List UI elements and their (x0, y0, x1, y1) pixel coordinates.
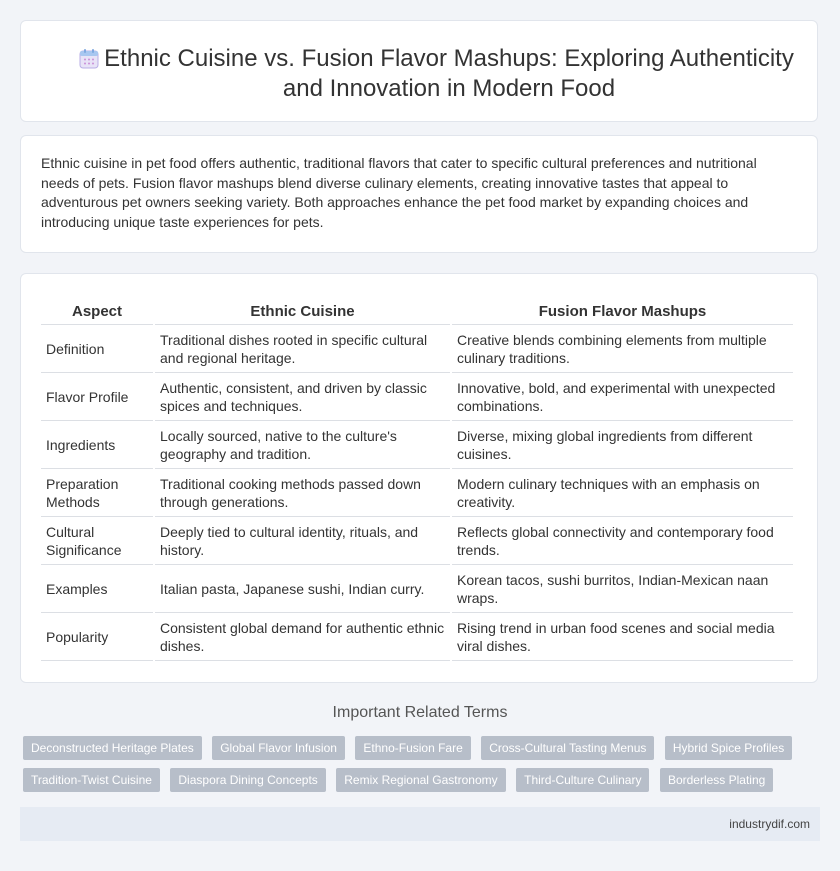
page-title: Ethnic Cuisine vs. Fusion Flavor Mashups: Exploring Authenticity and Innovation in Modern Food (104, 45, 794, 102)
related-term-tag[interactable]: Tradition-Twist Cuisine (23, 768, 160, 792)
fusion-cell: Rising trend in urban food scenes and social media viral dishes. (452, 613, 793, 661)
comparison-table (39, 294, 795, 661)
intro-paragraph: Ethnic cuisine in pet food offers authentic, traditional flavors that cater to specific cultural preferences and nutritional needs of pets. Fusion flavor mashups blend diverse culinary elements, creating innovative tastes that appeal to adventurous pet owners seeking variety. Both approaches enhance the pet food market by expanding choices and introducing unique taste experiences for pets. (41, 155, 757, 230)
table-row (41, 373, 793, 421)
ethnic-cell: Locally sourced, native to the culture's geography and tradition. (155, 421, 450, 469)
ethnic-cell: Consistent global demand for authentic ethnic dishes. (155, 613, 450, 661)
aspect-cell: Ingredients (41, 421, 153, 469)
intro-card (20, 135, 818, 253)
footer-site-link[interactable]: industrydif.com (729, 817, 810, 831)
table-header-row (41, 294, 793, 325)
table-row (41, 517, 793, 565)
ethnic-cell: Deeply tied to cultural identity, rituals, and history. (155, 517, 450, 565)
aspect-cell: Definition (41, 325, 153, 373)
title-card (20, 20, 818, 122)
calendar-icon (77, 47, 101, 71)
aspect-cell: Examples (41, 565, 153, 613)
related-terms-heading: Important Related Terms (332, 704, 508, 721)
table-row (41, 565, 793, 613)
fusion-cell: Reflects global connectivity and contemporary food trends. (452, 517, 793, 565)
related-term-tag[interactable]: Diaspora Dining Concepts (170, 768, 325, 792)
table-row (41, 613, 793, 661)
related-term-tag[interactable]: Global Flavor Infusion (212, 736, 345, 760)
related-term-tag[interactable]: Borderless Plating (660, 768, 773, 792)
fusion-cell: Modern culinary techniques with an emphasis on creativity. (452, 469, 793, 517)
ethnic-cell: Authentic, consistent, and driven by classic spices and techniques. (155, 373, 450, 421)
fusion-cell: Diverse, mixing global ingredients from different cuisines. (452, 421, 793, 469)
column-header-ethnic: Ethnic Cuisine (155, 294, 450, 325)
table-row (41, 325, 793, 373)
related-terms-list (23, 736, 813, 800)
fusion-cell: Innovative, bold, and experimental with unexpected combinations. (452, 373, 793, 421)
table-row (41, 469, 793, 517)
aspect-cell: Preparation Methods (41, 469, 153, 517)
table-row (41, 421, 793, 469)
ethnic-cell: Traditional dishes rooted in specific cultural and regional heritage. (155, 325, 450, 373)
ethnic-cell: Traditional cooking methods passed down through generations. (155, 469, 450, 517)
fusion-cell: Korean tacos, sushi burritos, Indian-Mexican naan wraps. (452, 565, 793, 613)
ethnic-cell: Italian pasta, Japanese sushi, Indian curry. (155, 565, 450, 613)
aspect-cell: Flavor Profile (41, 373, 153, 421)
fusion-cell: Creative blends combining elements from multiple culinary traditions. (452, 325, 793, 373)
comparison-card (20, 273, 818, 683)
related-term-tag[interactable]: Ethno-Fusion Fare (355, 736, 470, 760)
related-term-tag[interactable]: Third-Culture Culinary (516, 768, 649, 792)
column-header-aspect: Aspect (41, 294, 153, 325)
related-term-tag[interactable]: Deconstructed Heritage Plates (23, 736, 202, 760)
related-term-tag[interactable]: Hybrid Spice Profiles (665, 736, 792, 760)
aspect-cell: Cultural Significance (41, 517, 153, 565)
related-term-tag[interactable]: Remix Regional Gastronomy (336, 768, 505, 792)
related-term-tag[interactable]: Cross-Cultural Tasting Menus (481, 736, 654, 760)
column-header-fusion: Fusion Flavor Mashups (452, 294, 793, 325)
aspect-cell: Popularity (41, 613, 153, 661)
footer (20, 807, 820, 841)
